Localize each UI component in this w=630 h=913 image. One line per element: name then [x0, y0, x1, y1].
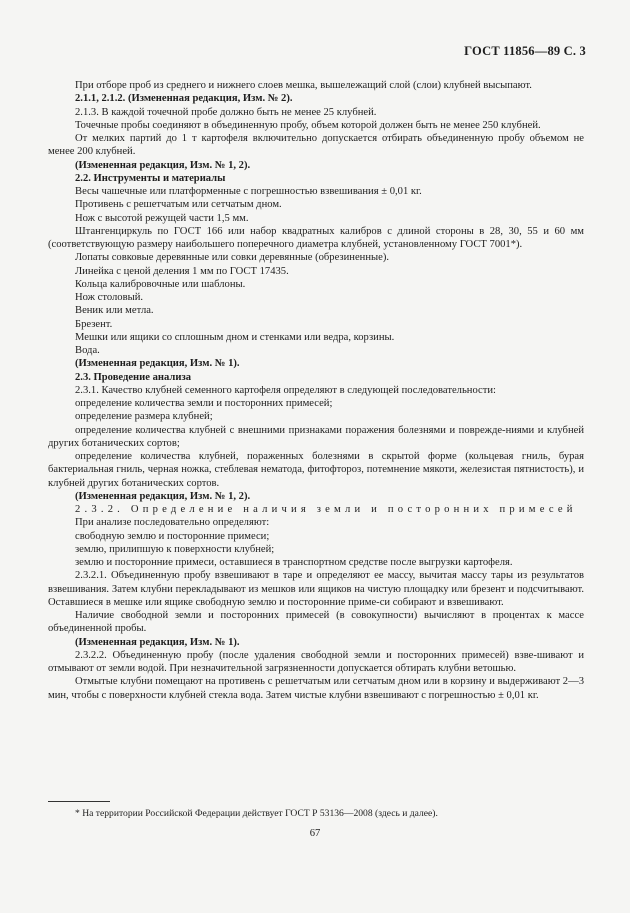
amendment-note: (Измененная редакция, Изм. № 1).	[75, 636, 240, 648]
list-item: определение количества клубней, пораженных болезнями в скрытой форме (кольцевая гниль, бурая бактериальная гниль, черная ножка, стеблевая нематода, фитофтороз, потемнение мякоти, железистая пятнистость), и клубней других ботанических сортов.	[48, 451, 584, 489]
footnote-divider	[48, 801, 110, 802]
page-header: ГОСТ 11856—89 С. 3	[464, 44, 586, 58]
list-item: Нож столовый.	[75, 292, 144, 303]
list-item: определение размера клубней;	[75, 411, 213, 423]
page-number: 67	[309, 828, 321, 839]
amendment-note: (Измененная редакция, Изм. № 1, 2).	[75, 159, 251, 171]
list-item: землю и посторонние примеси, оставшиеся в транспортном средстве после выгрузки картофеля.	[75, 557, 513, 568]
list-item: Кольца калибровочные или шаблоны.	[75, 278, 246, 290]
subsection-heading: 2.3.2. Определение наличия земли и посторонних примесей	[75, 504, 577, 515]
paragraph: При анализе последовательно определяют:	[75, 517, 270, 529]
section-heading: 2.2. Инструменты и материалы	[75, 172, 226, 184]
paragraph: Точечные пробы соединяют в объединенную пробу, объем которой должен быть не менее 250 клубней.	[75, 119, 541, 131]
list-item: Лопаты совковые деревянные или совки деревянные (обрезиненные).	[75, 252, 389, 264]
list-item: Линейка с ценой деления 1 мм по ГОСТ 17435.	[75, 265, 289, 277]
list-item: землю, прилипшую к поверхности клубней;	[75, 543, 275, 555]
paragraph: Наличие свободной земли и посторонних примесей (в совокупности) вычисляют в процентах к массе объединенной пробы.	[48, 610, 584, 635]
paragraph: При отборе проб из среднего и нижнего слоев мешка, вышележащий слой (слои) клубней высыпают.	[75, 80, 532, 91]
list-item: свободную землю и посторонние примеси;	[75, 530, 270, 542]
amendment-note: 2.1.1, 2.1.2. (Измененная редакция, Изм. № 2).	[75, 93, 293, 105]
footnote: * На территории Российской Федерации действует ГОСТ Р 53136—2008 (здесь и далее).	[75, 808, 438, 819]
list-item: Штангенциркуль по ГОСТ 166 или набор квадратных калибров с длиной стороны в 28, 30, 55 и 60 мм (соответствующую размеру наибольшего поперечного диаметра клубней, установленному ГОСТ 7001*).	[48, 225, 584, 250]
amendment-note: (Измененная редакция, Изм. № 1, 2).	[75, 490, 251, 502]
list-item: Мешки или ящики со сплошным дном и стенками или ведра, корзины.	[75, 331, 395, 343]
list-item: Весы чашечные или платформенные с погрешностью взвешивания ± 0,01 кг.	[75, 186, 422, 197]
list-item: Веник или метла.	[75, 305, 154, 317]
body-text	[48, 79, 584, 702]
paragraph: 2.3.1. Качество клубней семенного картофеля определяют в следующей последовательности:	[75, 384, 496, 396]
paragraph: 2.3.2.2. Объединенную пробу (после удаления свободной земли и посторонних примесей) взве-шивают и отмывают от земли водой. При незначительной загрязненности допускается обтирать клубни ветошью.	[48, 649, 584, 674]
list-item: определение количества земли и посторонних примесей;	[75, 398, 333, 409]
list-item: Противень с решетчатым или сетчатым дном.	[75, 199, 282, 211]
paragraph: Отмытые клубни помещают на противень с решетчатым или сетчатым дном или в корзину и выдерживают 2—3 мин, чтобы с поверхности клубней стекла вода. Затем чистые клубни взвешивают с погрешностью ± 0,01 кг.	[48, 676, 584, 701]
paragraph: 2.3.2.1. Объединенную пробу взвешивают в таре и определяют ее массу, вычитая массу тары из результатов взвешивания. Затем клубни перекладывают из мешков или ящиков на чистую площадку или брезент и подсчитывают. Оставшиеся в мешке или ящике свободную землю и посторонние приме-си собирают и взвешивают.	[48, 570, 584, 608]
amendment-note: (Измененная редакция, Изм. № 1).	[75, 358, 240, 370]
paragraph: От мелких партий до 1 т картофеля включительно допускается отбирать объединенную пробу объемом не менее 200 клубней.	[48, 133, 584, 158]
list-item: Вода.	[75, 345, 100, 356]
list-item: Нож с высотой режущей части 1,5 мм.	[75, 212, 249, 224]
section-heading: 2.3. Проведение анализа	[75, 371, 191, 383]
list-item: определение количества клубней с внешними признаками поражения болезнями и поврежде-ниями и клубней других ботанических сортов;	[48, 424, 584, 449]
list-item: Брезент.	[75, 318, 113, 330]
paragraph: 2.1.3. В каждой точечной пробе должно быть не менее 25 клубней.	[75, 106, 377, 118]
